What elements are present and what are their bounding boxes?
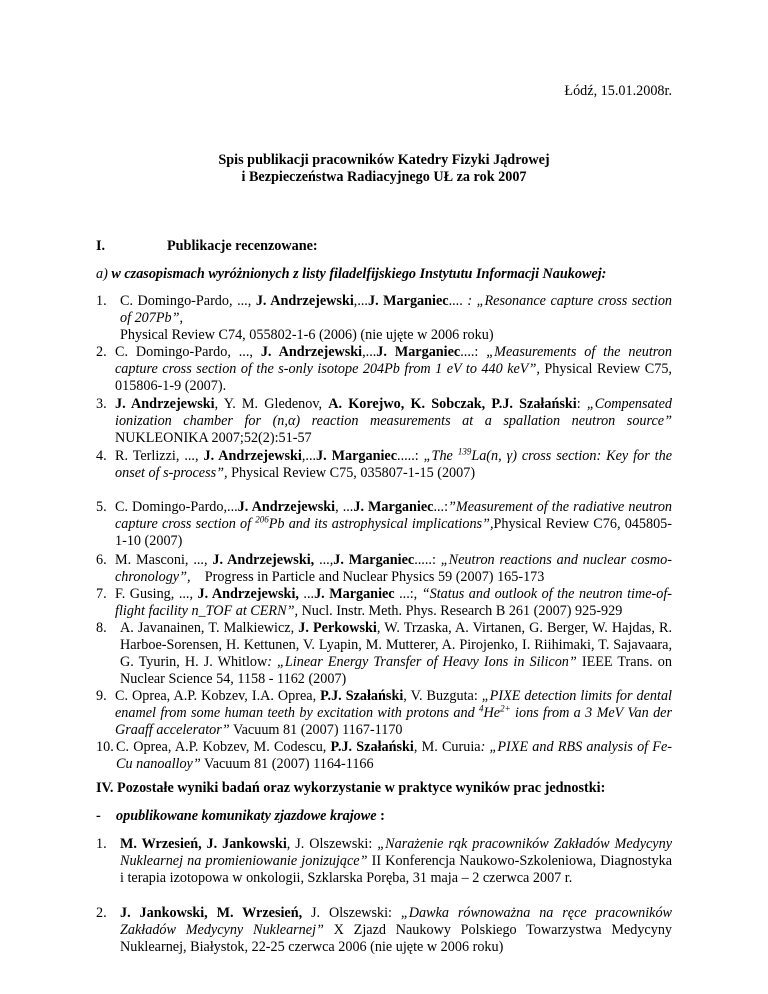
publication-item — [96, 396, 672, 447]
item-authors-sep: ,... — [301, 448, 317, 464]
item-authors-sep: ,... — [362, 344, 377, 360]
item-journal: , — [179, 310, 184, 326]
item-title: : „Resonance capture cross section of 207Pb” — [120, 293, 673, 326]
item-author-highlight: J. Andrzejewski — [260, 344, 363, 360]
item-title: He — [483, 705, 501, 721]
item-title: “Status and outlook of the neutron time-of-flight facility n_TOF at CERN”, — [115, 586, 672, 619]
publication-item — [96, 586, 672, 620]
item-number: 4. — [96, 448, 107, 464]
item-authors: M. Masconi, ..., — [115, 552, 213, 568]
item-author-highlight: J. Andrzejewski — [203, 448, 302, 464]
item-title: ”Measurement of the radiative neutron capture cross section of — [115, 499, 673, 532]
item-authors-sep: .... — [448, 293, 468, 309]
item-number: 9. — [96, 688, 107, 704]
item-authors: C. Oprea, A.P. Kobzev, I.A. Oprea, — [115, 688, 321, 704]
item-title: ions from a 3 MeV Van der Graaff accelerator” — [115, 705, 672, 738]
item-author-highlight: P.J. Szałański — [320, 688, 404, 704]
item-authors: F. Gusing, ..., — [115, 586, 198, 602]
item-author-highlight: J. Marganiec — [367, 293, 449, 309]
section-1-heading — [96, 238, 318, 255]
item-journal: Vacuum 81 (2007) 1167-1170 — [229, 722, 403, 738]
item-authors-sep: ...:, — [394, 586, 422, 602]
title-line-2: i Bezpieczeństwa Radiacyjnego UŁ za rok 2007 — [241, 169, 527, 185]
subheading-colon: : — [376, 808, 385, 824]
document-title — [0, 152, 768, 186]
item-authors: C. Oprea, A.P. Kobzev, M. Codescu, — [116, 739, 331, 755]
item-author-highlight: J. Andrzejewski, — [212, 552, 315, 568]
publication-item — [96, 448, 672, 482]
publication-item — [96, 620, 672, 688]
document-date: Łódź, 15.01.2008r. — [564, 83, 672, 99]
item-number: 3. — [96, 396, 107, 412]
item-author-highlight: J. Marganiec — [353, 499, 434, 515]
subheading-tag: a) — [96, 266, 108, 282]
item-journal: X Zjazd Naukowy Polskiego Towarzystwa Medycyny Nuklearnej, Białystok, 22-25 czerwca 2006 (nie ujęte w 2006 roku) — [120, 922, 673, 955]
item-number: 10. — [96, 739, 114, 755]
publication-item — [96, 499, 672, 550]
item-title: : „Linear Energy Transfer of Heavy Ions in Silicon” — [267, 654, 577, 670]
item-authors: , J. Olszewski: — [286, 836, 378, 852]
section-4-heading: IV. Pozostałe wyniki badań oraz wykorzystanie w praktyce wyników prac jednostki: — [96, 780, 606, 796]
title-line-1: Spis publikacji pracowników Katedry Fizyki Jądrowej — [218, 152, 550, 168]
item-title: „PIXE detection limits for dental enamel from some human teeth by excitation with protons and — [115, 688, 672, 721]
item-title: Pb and its astrophysical implications”, — [268, 516, 494, 532]
item-journal: NUKLEONIKA 2007;52(2):51-57 — [115, 430, 312, 446]
item-title: „Neutron reactions and nuclear cosmo-chronology”, — [115, 552, 672, 585]
item-author-highlight: J. Marganiec — [316, 448, 398, 464]
item-authors: C. Domingo-Pardo, ..., — [115, 344, 261, 360]
item-author-highlight: J. Andrzejewski — [115, 396, 215, 412]
item-title: „Dawka równoważna na ręce pracowników Zakładów Medycyny Nuklearnej” — [120, 905, 672, 938]
item-title-superscript: 206 — [255, 514, 269, 525]
item-number: 2. — [96, 344, 107, 360]
item-author-highlight: M. Wrzesień, J. Jankowski — [120, 836, 287, 852]
conference-item — [96, 905, 672, 956]
item-author-highlight: J. Marganiec — [314, 586, 395, 602]
item-journal: Progress in Particle and Nuclear Physics 59 (2007) 165-173 — [190, 569, 545, 585]
item-title: : „PIXE and RBS analysis of Fe-Cu nanoalloy” — [116, 739, 672, 772]
item-author-highlight: A. Korejwo, K. Sobczak, P.J. Szałański — [328, 396, 577, 412]
item-author-highlight: P.J. Szałański — [330, 739, 414, 755]
item-authors: C. Domingo-Pardo,... — [115, 499, 238, 515]
conference-item — [96, 836, 672, 887]
item-authors-sep: , ... — [335, 499, 354, 515]
publication-item — [96, 688, 672, 739]
item-title: „The — [423, 448, 458, 464]
item-title: „Measurements of the neutron capture cross section of the s-only isotope 204Pb from 1 eV to 440 keV”, — [115, 344, 672, 377]
item-journal: II Konferencja Naukowo-Szkoleniowa, Diagnostyka i terapia izotopowa w onkologii, Szklarska Poręba, 31 maja – 2 czerwca 2007 r. — [120, 853, 672, 886]
item-title: La(n, γ) cross section: Key for the onset of s-process”, — [115, 448, 673, 481]
subheading-dash: - — [96, 808, 101, 824]
item-author-highlight: J. Marganiec — [376, 344, 461, 360]
item-number: 7. — [96, 586, 107, 602]
item-author-highlight: J. Andrzejewski, — [197, 586, 299, 602]
item-authors-sep: .....: — [397, 448, 424, 464]
item-number: 6. — [96, 552, 107, 568]
item-authors: , Y. M. Gledenov, — [214, 396, 329, 412]
item-authors-sep: ,... — [353, 293, 368, 309]
section-1-subheading — [96, 266, 606, 283]
item-journal: Physical Review C75, 035807-1-15 (2007) — [227, 465, 476, 481]
item-authors: C. Domingo-Pardo, ..., — [120, 293, 256, 309]
item-author-highlight: J. Andrzejewski — [237, 499, 336, 515]
item-journal-line: Physical Review C74, 055802-1-6 (2006) (nie ujęte w 2006 roku) — [120, 327, 494, 343]
publication-item — [96, 293, 672, 344]
item-authors: R. Terlizzi, ..., — [115, 448, 204, 464]
item-journal: Nucl. Instr. Meth. Phys. Research B 261 (2007) 925-929 — [298, 603, 623, 619]
item-authors: , V. Buzguta: — [403, 688, 482, 704]
item-number: 2. — [96, 905, 107, 921]
item-number: 1. — [96, 836, 107, 852]
publication-item — [96, 739, 672, 773]
item-title-superscript: 2+ — [500, 703, 511, 714]
item-author-highlight: J. Perkowski — [298, 620, 377, 636]
item-title: „Narażenie rąk pracowników Zakładów Medycyny Nuklearnej na promieniowanie jonizujące” — [120, 836, 672, 869]
item-authors-sep: ....: — [460, 344, 487, 360]
subheading-label: w czasopismach wyróżnionych z listy filadelfijskiego Instytutu Informacji Naukowej: — [111, 266, 607, 282]
item-authors-sep: ... — [298, 586, 315, 602]
item-author-highlight: J. Andrzejewski — [255, 293, 354, 309]
publication-item — [96, 552, 672, 586]
section-1-number: I. — [96, 238, 106, 254]
item-authors-sep: : — [576, 396, 587, 412]
item-author-highlight: J. Marganiec — [333, 552, 415, 568]
item-journal: Vacuum 81 (2007) 1164-1166 — [200, 756, 374, 772]
subheading-label: opublikowane komunikaty zjazdowe krajowe — [116, 808, 377, 824]
item-author-highlight: J. Jankowski, M. Wrzesień, — [120, 905, 303, 921]
item-authors: , W. Trzaska, A. Virtanen, G. Berger, W. Hajdas, R. Harboe-Sorensen, H. Kettunen, V. Lyapin, M. Mutterer, A. Pirojenko, I. Riihimaki, T. Sajavaara, G. Tyurin, H. J. Whitlow — [120, 620, 672, 670]
item-journal: IEEE Trans. on Nuclear Science 54, 1158 - 1162 (2007) — [120, 654, 672, 687]
item-journal: Physical Review C76, 045805-1-10 (2007) — [115, 516, 672, 549]
item-title-superscript: 4 — [479, 703, 484, 714]
item-authors-sep: .....: — [414, 552, 441, 568]
item-title: „Compensated ionization chamber for (n,α) reaction measurements at a spallation neutron source” — [115, 396, 672, 429]
item-number: 1. — [96, 293, 107, 309]
publication-item — [96, 344, 672, 395]
item-authors-sep: ...: — [433, 499, 449, 515]
item-title-superscript: 139 — [457, 446, 472, 457]
section-1-label: Publikacje recenzowane: — [167, 238, 318, 254]
section-4-subheading — [96, 808, 385, 825]
item-authors: A. Javanainen, T. Malkiewicz, — [120, 620, 299, 636]
item-authors: , M. Curuia — [413, 739, 481, 755]
item-journal: Physical Review C75, 015806-1-9 (2007). — [115, 361, 672, 394]
item-authors-sep: ..., — [314, 552, 334, 568]
item-number: 5. — [96, 499, 107, 515]
item-authors: J. Olszewski: — [302, 905, 401, 921]
item-number: 8. — [96, 620, 107, 636]
